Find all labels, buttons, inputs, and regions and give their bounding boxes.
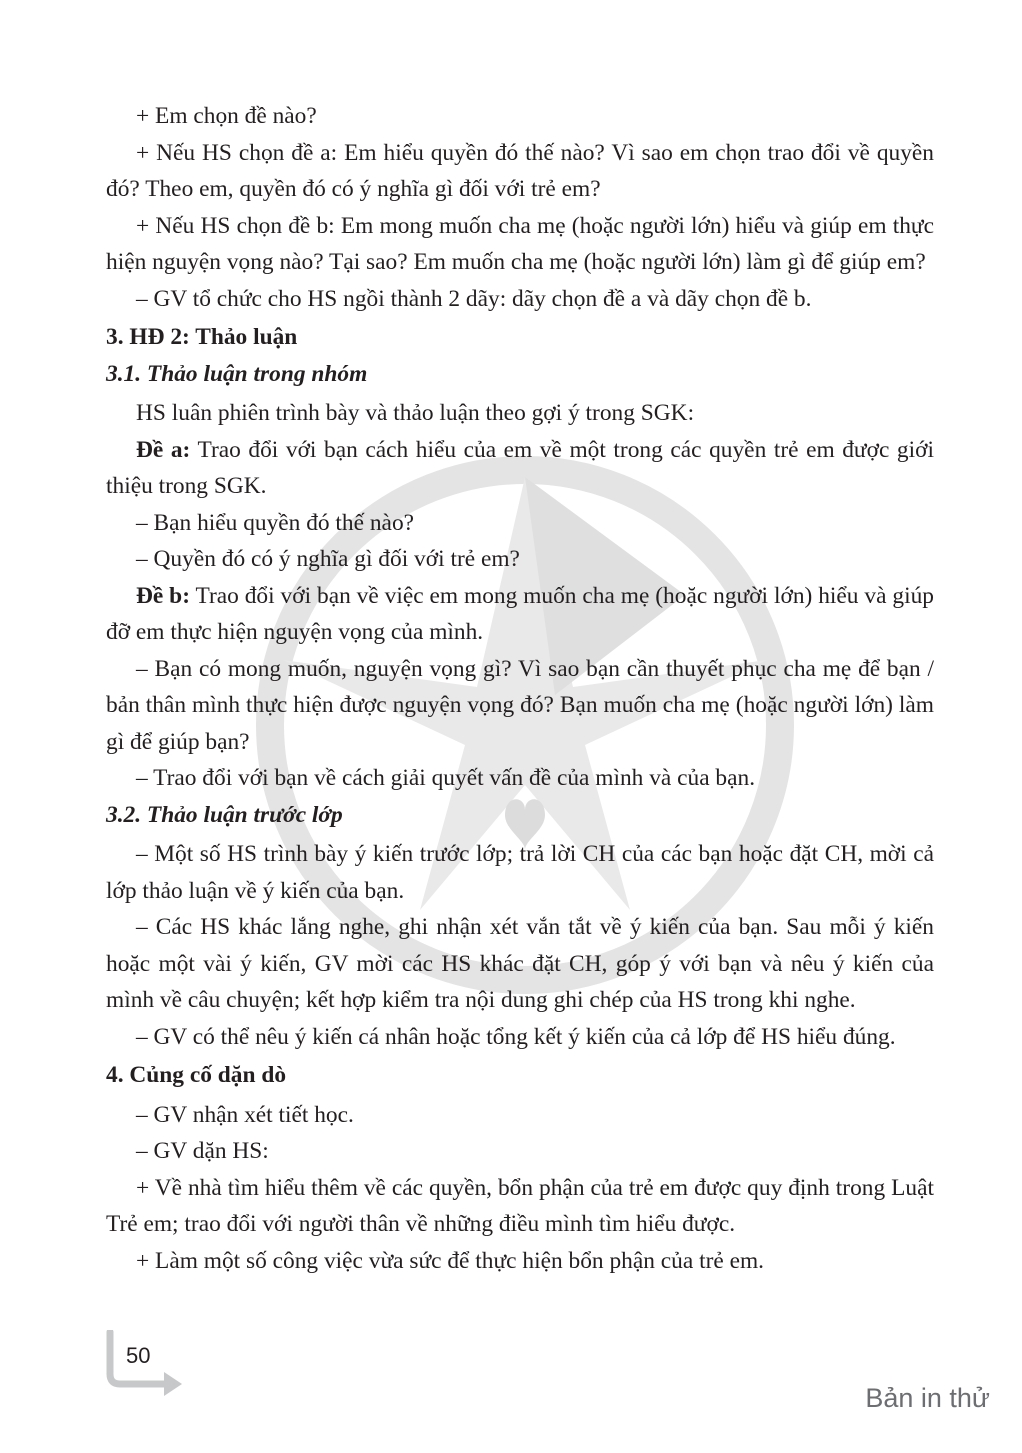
list-item: – Một số HS trình bày ý kiến trước lớp; trả lời CH của các bạn hoặc đặt CH, mời cả lớp thảo luận về ý kiến của bạn. xyxy=(106,841,934,904)
subsection-heading-3-1: 3.1. Thảo luận trong nhóm xyxy=(106,360,368,387)
topic-a-paragraph xyxy=(106,432,934,505)
list-item: – Quyền đó có ý nghĩa gì đối với trẻ em? xyxy=(136,546,520,572)
list-item: – GV dặn HS: xyxy=(136,1138,269,1164)
topic-a-text: Trao đổi với bạn cách hiểu của em về một trong các quyền trẻ em được giới thiệu trong SGK. xyxy=(106,436,934,499)
question-line: + Em chọn đề nào? xyxy=(136,103,317,129)
topic-a-label: Đề a: xyxy=(136,436,191,463)
section-heading-4: 4. Củng cố dặn dò xyxy=(106,1062,287,1088)
instruction-line: – GV tổ chức cho HS ngồi thành 2 dãy: dãy chọn đề a và dãy chọn đề b. xyxy=(136,285,812,312)
question-line: + Nếu HS chọn đề a: Em hiểu quyền đó thế nào? Vì sao em chọn trao đổi về quyền đó? Theo em, quyền đó có ý nghĩa gì đối với trẻ em? xyxy=(106,139,934,202)
list-item: + Về nhà tìm hiểu thêm về các quyền, bổn phận của trẻ em được quy định trong Luật Trẻ em; trao đổi với người thân về những điều mình tìm hiểu được. xyxy=(106,1174,934,1237)
subsection-heading-3-2: 3.2. Thảo luận trước lớp xyxy=(106,801,343,828)
list-item: – Bạn có mong muốn, nguyện vọng gì? Vì sao bạn cần thuyết phục cha mẹ để bạn / bản thân mình thực hiện được nguyện vọng đó? Bạn muốn cha mẹ (hoặc người lớn) làm gì để giúp bạn? xyxy=(106,655,934,755)
question-line: + Nếu HS chọn đề b: Em mong muốn cha mẹ (hoặc người lớn) hiểu và giúp em thực hiện nguyện vọng nào? Tại sao? Em muốn cha mẹ (hoặc người lớn) làm gì để giúp em? xyxy=(106,212,934,275)
list-item: – GV có thể nêu ý kiến cá nhân hoặc tổng kết ý kiến của cả lớp để HS hiểu đúng. xyxy=(136,1023,896,1050)
list-item: – Bạn hiểu quyền đó thế nào? xyxy=(136,509,415,536)
topic-b-paragraph xyxy=(106,578,934,651)
topic-b-text: Trao đổi với bạn về việc em mong muốn cha mẹ (hoặc người lớn) hiểu và giúp đỡ em thực hiện nguyện vọng của mình. xyxy=(106,582,934,645)
draft-stamp: Bản in thử xyxy=(865,1383,990,1413)
list-item: – Các HS khác lắng nghe, ghi nhận xét vắn tắt về ý kiến của bạn. Sau mỗi ý kiến hoặc một vài ý kiến, GV mời các HS khác đặt CH, góp ý với bạn và nêu ý kiến của mình về câu chuyện; kết hợp kiểm tra nội dung ghi chép của HS trong khi nghe. xyxy=(106,914,934,1013)
page-number: 50 xyxy=(126,1343,151,1368)
list-item: + Làm một số công việc vừa sức để thực hiện bổn phận của trẻ em. xyxy=(136,1247,765,1274)
section-heading-3: 3. HĐ 2: Thảo luận xyxy=(106,324,298,350)
page-corner-arrow-icon xyxy=(106,1330,196,1400)
list-item: – Trao đổi với bạn về cách giải quyết vấn đề của mình và của bạn. xyxy=(136,765,756,791)
list-item: – GV nhận xét tiết học. xyxy=(136,1101,354,1128)
intro-paragraph: HS luân phiên trình bày và thảo luận theo gợi ý trong SGK: xyxy=(136,400,695,426)
topic-b-label: Đề b: xyxy=(136,582,190,609)
page-content xyxy=(106,98,934,1279)
